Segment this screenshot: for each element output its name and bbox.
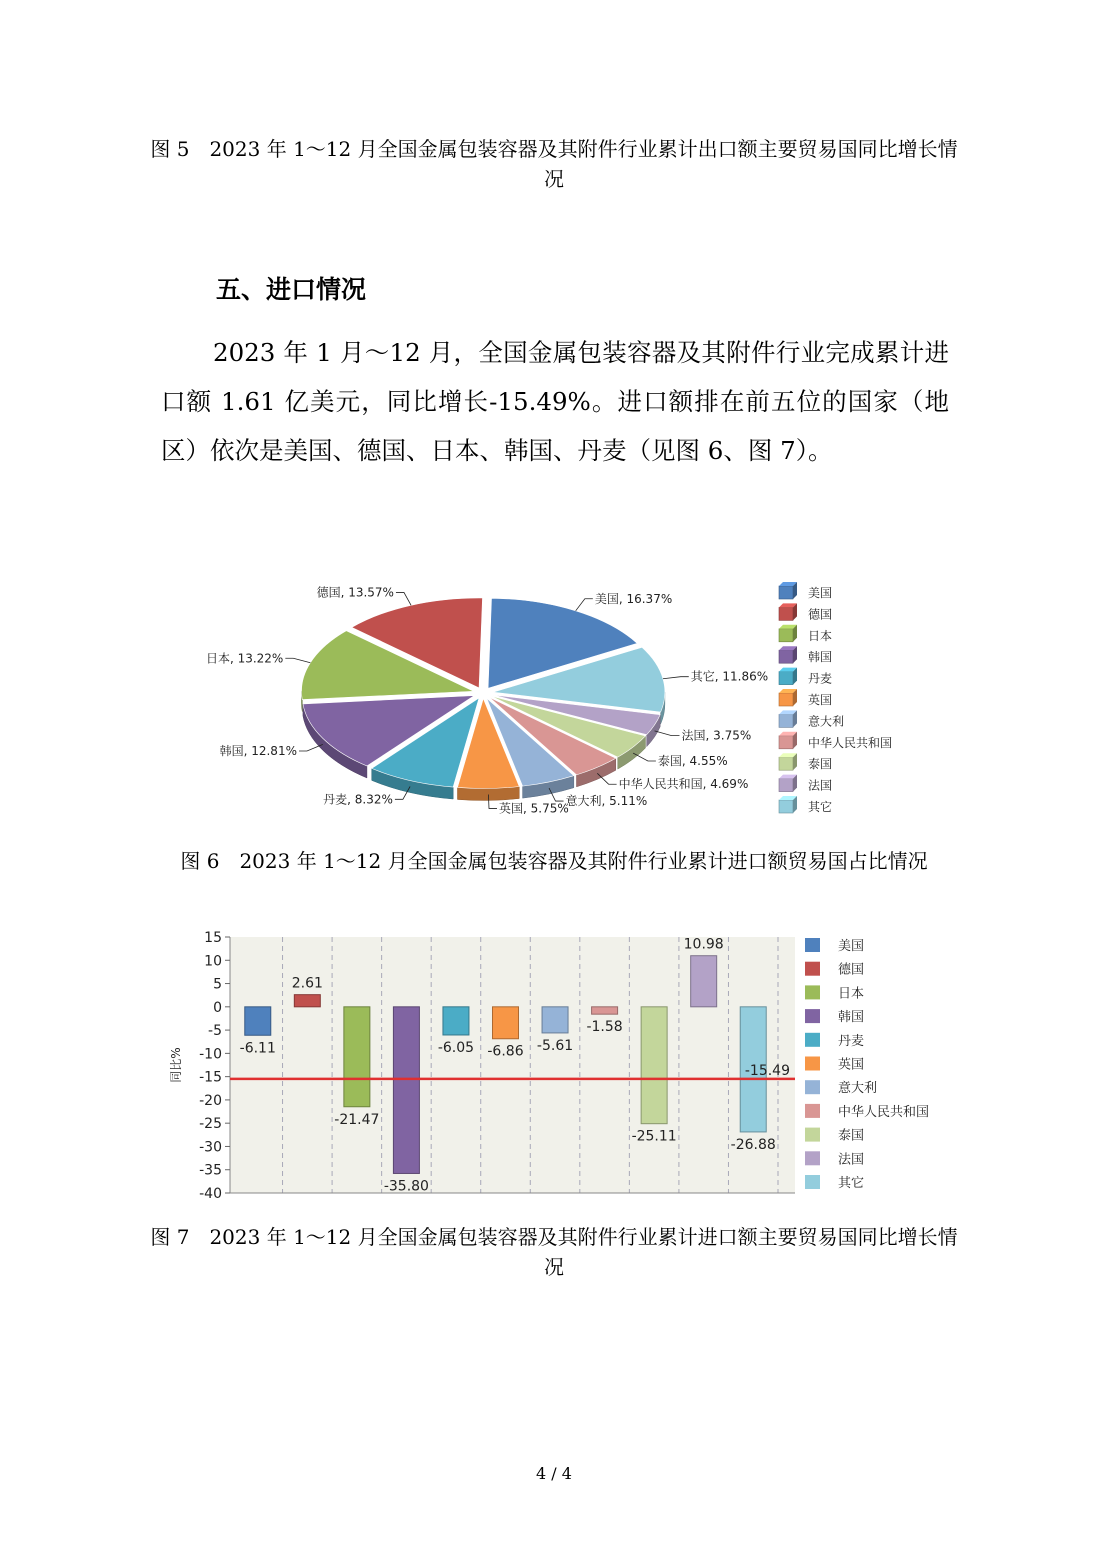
bar-ytick-label-9: -30 bbox=[199, 1139, 222, 1156]
body-paragraph: 2023 年 1 月～12 月，全国金属包装容器及其附件行业完成累计进口额 1.61 亿美元，同比增长-15.49%。进口额排在前五位的国家（地区）依次是美国、德国、日本、韩国、丹麦（见图 6、图 7）。 bbox=[161, 338, 949, 465]
bar-legend-label-0: 美国 bbox=[838, 939, 865, 954]
bar-legend-swatch-5 bbox=[805, 1057, 820, 1071]
bar-ytick-label-8: -25 bbox=[199, 1116, 222, 1133]
bar-legend-label-8: 泰国 bbox=[838, 1128, 865, 1144]
section-heading: 五、进口情况 bbox=[216, 275, 367, 304]
bar-value-label-4: -6.05 bbox=[437, 1039, 475, 1056]
bar-ylabel: 同比% bbox=[169, 1047, 183, 1083]
bar-value-label-6: -5.61 bbox=[536, 1037, 574, 1054]
bar-legend-swatch-3 bbox=[805, 1009, 820, 1023]
bar-legend-swatch-10 bbox=[805, 1175, 820, 1189]
bar-ytick-label-10: -35 bbox=[199, 1162, 222, 1179]
figure-7-caption: 图 7 2023 年 1～12 月全国金属包装容器及其附件行业累计进口额主要贸易国同比增长情况 bbox=[150, 1225, 958, 1279]
bar-3 bbox=[393, 1007, 419, 1174]
bar-legend-swatch-2 bbox=[805, 985, 820, 999]
bar-legend-label-3: 韩国 bbox=[838, 1010, 865, 1026]
bar-legend-label-4: 丹麦 bbox=[838, 1033, 865, 1049]
bar-5 bbox=[493, 1007, 519, 1039]
bar-ytick-label-3: 0 bbox=[213, 999, 222, 1016]
bar-legend-swatch-4 bbox=[805, 1033, 820, 1047]
bar-ytick-label-1: 10 bbox=[204, 953, 222, 970]
bar-legend-swatch-8 bbox=[805, 1128, 820, 1142]
bar-ytick-label-11: -40 bbox=[199, 1186, 222, 1202]
bar-4 bbox=[443, 1007, 469, 1035]
pie-label-9: 日本, 13.22% bbox=[205, 651, 284, 666]
page-number: 4 / 4 bbox=[536, 1464, 572, 1483]
bar-value-label-0: -6.11 bbox=[239, 1040, 276, 1057]
bar-legend-label-10: 其它 bbox=[838, 1176, 865, 1191]
pie-label-1: 其它, 11.86% bbox=[690, 669, 769, 684]
pie-legend-label-10: 其它 bbox=[808, 800, 833, 814]
figure-6-caption: 图 6 2023 年 1～12 月全国金属包装容器及其附件行业累计进口额贸易国占比情况 bbox=[180, 849, 928, 873]
bar-ytick-label-6: -15 bbox=[199, 1069, 222, 1086]
bar-ytick-label-2: 5 bbox=[213, 976, 222, 993]
bar-value-label-3: -35.80 bbox=[383, 1178, 429, 1195]
bar-1 bbox=[294, 995, 320, 1007]
bar-legend-label-5: 英国 bbox=[838, 1057, 865, 1073]
pie-legend-label-4: 丹麦 bbox=[808, 671, 833, 686]
pie-legend-label-2: 日本 bbox=[808, 628, 833, 643]
bar-value-label-8: -25.11 bbox=[631, 1128, 677, 1145]
bar-value-label-5: -6.86 bbox=[487, 1043, 524, 1060]
bar-ytick-label-7: -20 bbox=[199, 1092, 222, 1109]
bar-legend-swatch-6 bbox=[805, 1080, 820, 1094]
bar-ytick-label-5: -10 bbox=[199, 1046, 222, 1063]
bar-8 bbox=[641, 1007, 667, 1124]
pie-label-10: 德国, 13.57% bbox=[316, 585, 394, 600]
pie-legend-label-6: 意大利 bbox=[808, 714, 845, 729]
pie-legend-label-0: 美国 bbox=[808, 586, 833, 600]
bar-ytick-label-4: -5 bbox=[208, 1023, 222, 1040]
pie-legend-label-5: 英国 bbox=[808, 693, 833, 707]
pie-legend-label-7: 中华人民共和国 bbox=[808, 735, 893, 750]
pie-legend-label-1: 德国 bbox=[808, 607, 833, 622]
bar-6 bbox=[542, 1007, 568, 1033]
bar-9 bbox=[691, 956, 717, 1007]
bar-legend-label-1: 德国 bbox=[838, 962, 865, 978]
pie-label-7: 丹麦, 8.32% bbox=[323, 792, 393, 807]
pie-label-8: 韩国, 12.81% bbox=[219, 744, 297, 759]
pie-legend-label-9: 法国 bbox=[808, 778, 833, 793]
bar-value-label-9: 10.98 bbox=[683, 936, 724, 953]
pie-label-4: 中华人民共和国, 4.69% bbox=[618, 777, 749, 792]
pie-label-6: 英国, 5.75% bbox=[498, 801, 569, 816]
bar-ytick-label-0: 15 bbox=[204, 930, 222, 946]
bar-legend-swatch-0 bbox=[805, 938, 820, 952]
bar-value-label-2: -21.47 bbox=[334, 1111, 380, 1128]
bar-legend-swatch-7 bbox=[805, 1104, 820, 1118]
bar-2 bbox=[344, 1007, 370, 1107]
pie-label-5: 意大利, 5.11% bbox=[565, 794, 648, 809]
bar-legend-swatch-1 bbox=[805, 962, 820, 976]
bar-legend-label-7: 中华人民共和国 bbox=[838, 1104, 930, 1120]
bar-value-label-1: 2.61 bbox=[291, 975, 323, 992]
pie-label-0: 美国, 16.37% bbox=[594, 591, 673, 606]
pie-label-3: 泰国, 4.55% bbox=[657, 753, 728, 768]
figure-5-caption: 图 5 2023 年 1～12 月全国金属包装容器及其附件行业累计出口额主要贸易国同比增长情况 bbox=[150, 137, 958, 191]
pie-legend-label-3: 韩国 bbox=[808, 650, 833, 665]
bar-legend-label-6: 意大利 bbox=[838, 1081, 878, 1097]
bar-7 bbox=[592, 1007, 618, 1014]
pie-label-2: 法国, 3.75% bbox=[681, 728, 752, 743]
bar-0 bbox=[245, 1007, 271, 1035]
pie-legend-label-8: 泰国 bbox=[808, 757, 833, 772]
bar-reference-label: -15.49 bbox=[744, 1062, 790, 1079]
bar-legend-swatch-9 bbox=[805, 1151, 820, 1165]
bar-value-label-7: -1.58 bbox=[586, 1019, 623, 1036]
bar-legend-label-2: 日本 bbox=[838, 986, 865, 1002]
bar-legend-label-9: 法国 bbox=[838, 1152, 865, 1168]
bar-value-label-10: -26.88 bbox=[730, 1136, 776, 1153]
